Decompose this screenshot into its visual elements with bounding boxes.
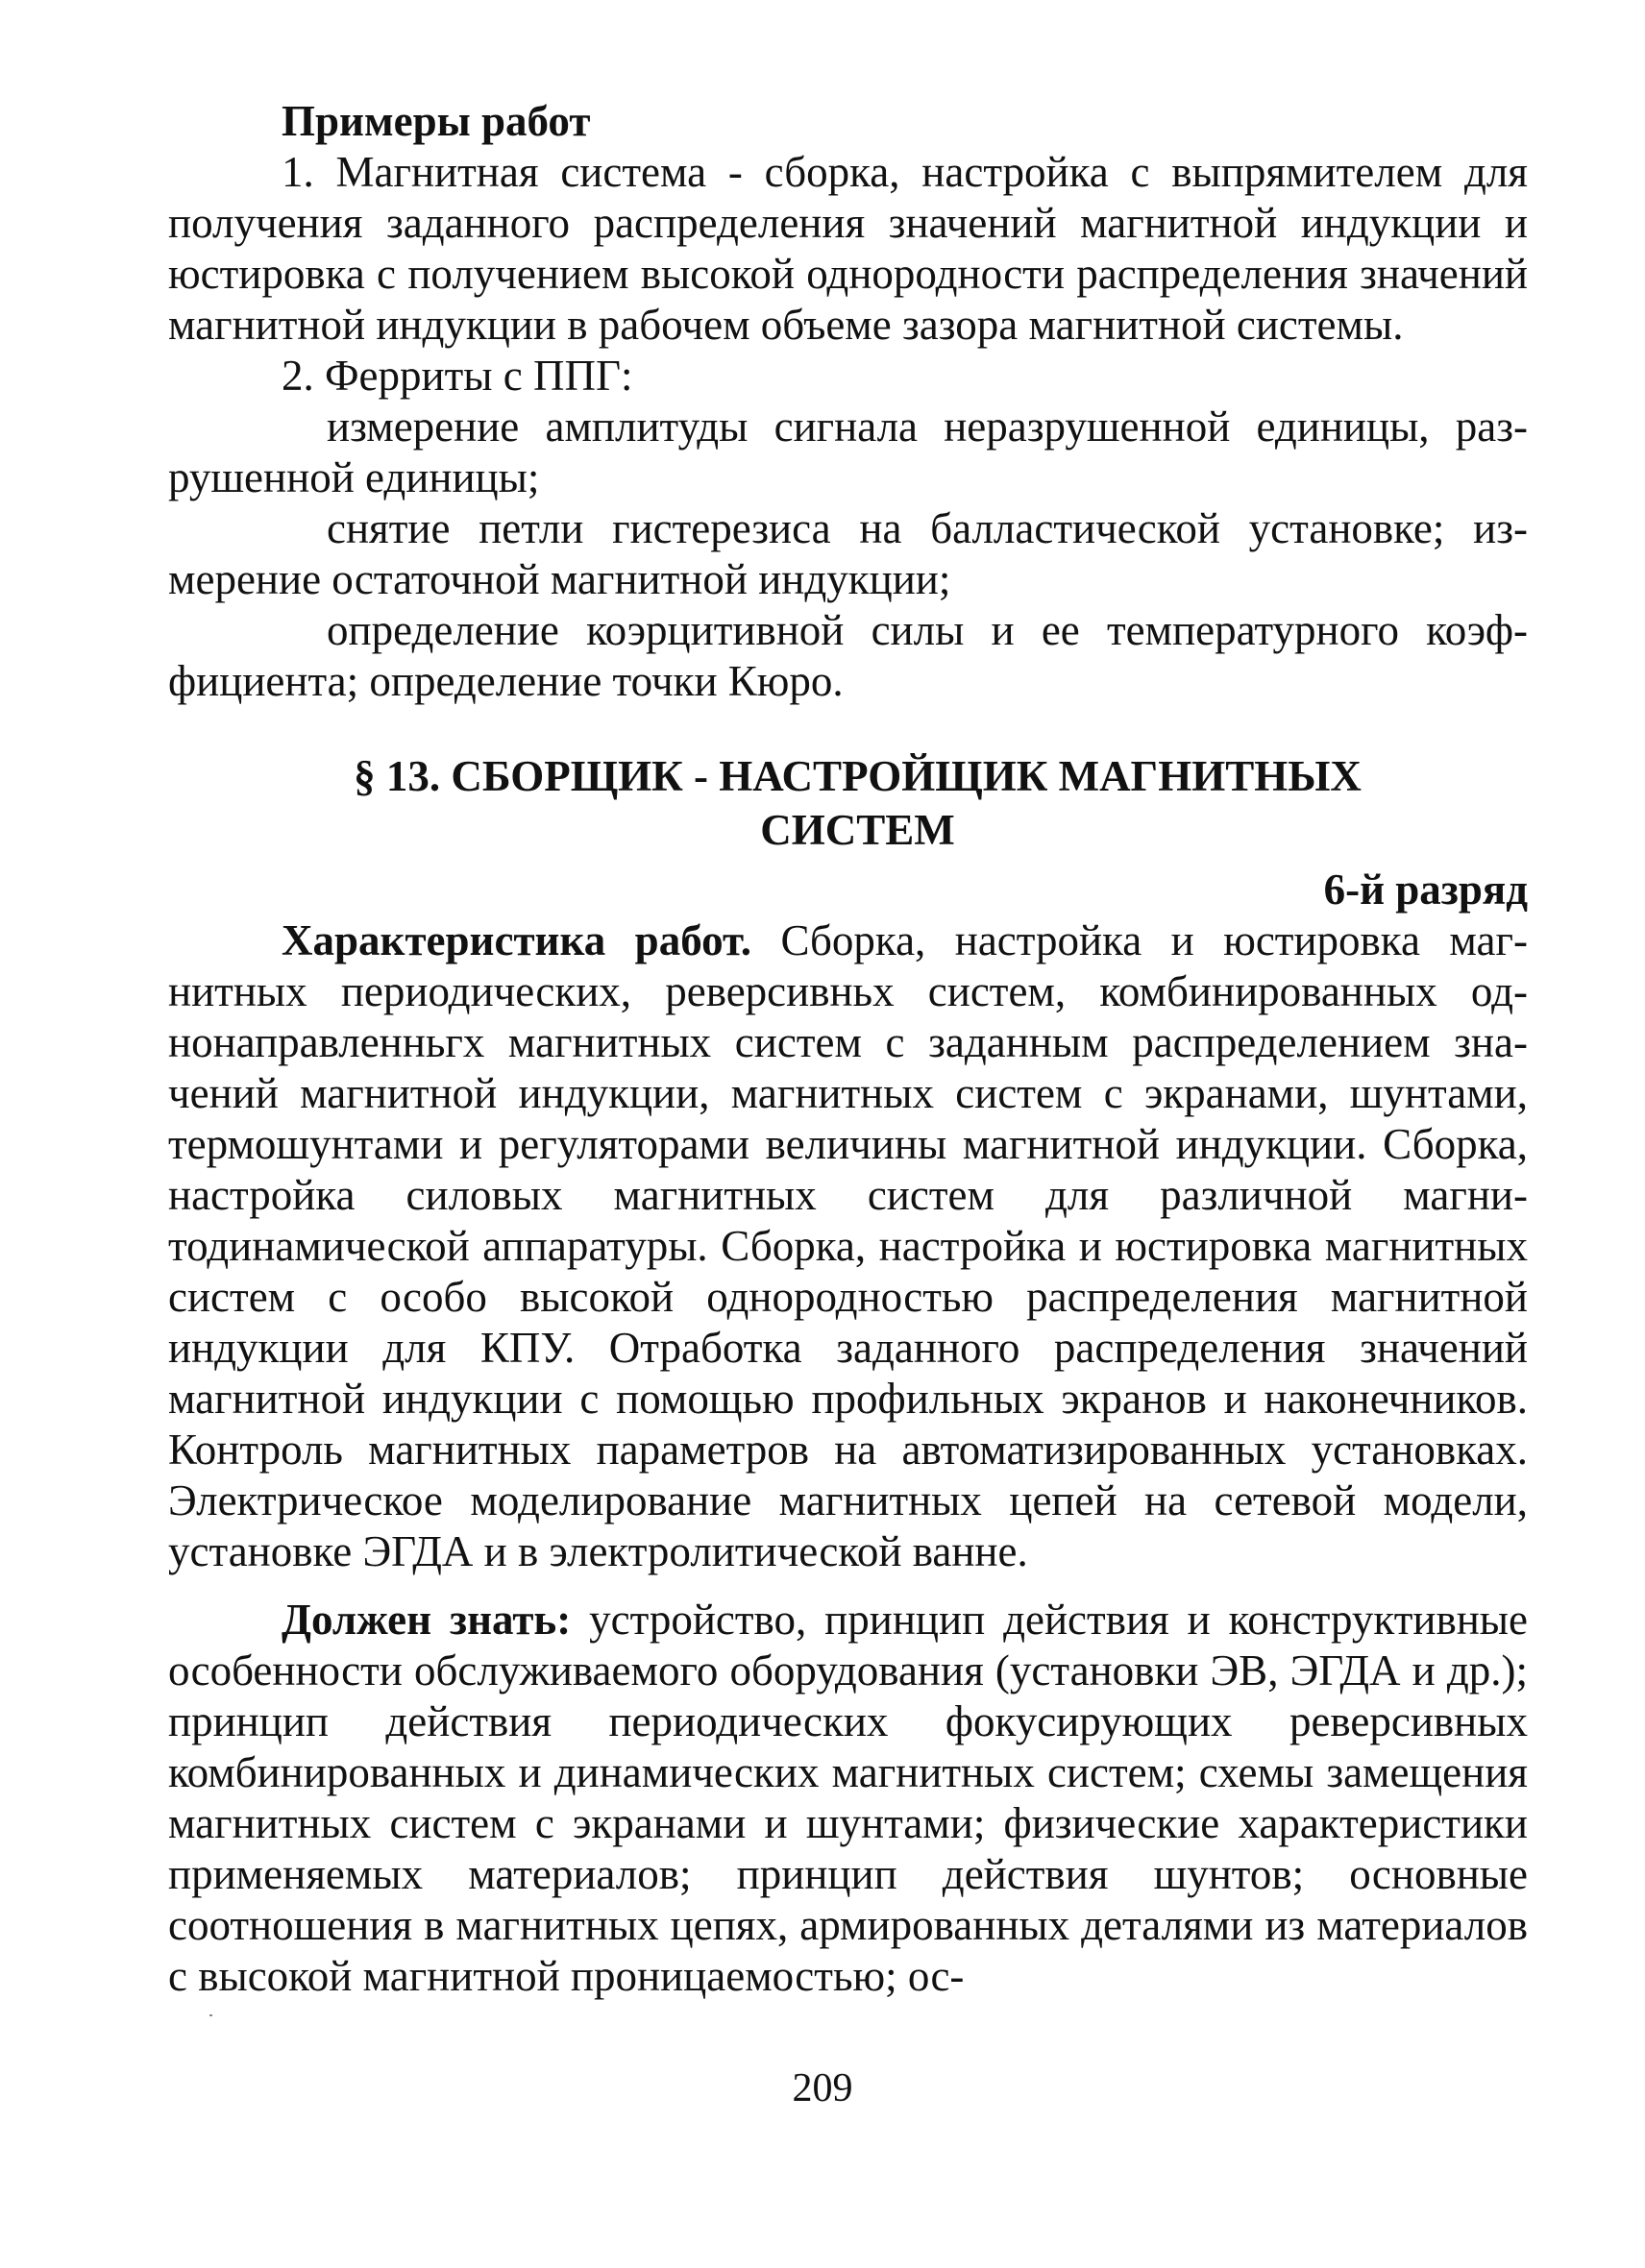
- page-number: 209: [792, 2066, 853, 2110]
- example-item-2-title: 2. Ферриты с ППГ:: [282, 352, 633, 400]
- must-know-label: Должен знать:: [282, 1596, 572, 1644]
- section-title: [168, 749, 1528, 857]
- examples-heading: Примеры работ: [282, 97, 591, 145]
- example-item-2-line: снятие петли гистерезиса на балластической установке; измерение остаточной магнитной индукции;: [168, 504, 1528, 603]
- section-title-line: § 13. СБОРЩИК - НАСТРОЙЩИК МАГНИТНЫХ: [354, 752, 1362, 800]
- scan-speck: [209, 2014, 212, 2016]
- grade-label: 6-й разряд: [1323, 866, 1528, 914]
- section-title-line: СИСТЕМ: [760, 806, 955, 854]
- characteristics-text: Сборка, настройка и юстировка магнитных периодических, реверсивньх систем, комбинированных однонаправленньгх магнитных систем с заданным распределением значений магнитной индукции, магнитных систем с экранами, шунтами, термошунтами и регуляторами величины магнитной индукции. Сборка, настройка силовых магнитных систем для различной магнитодинамической аппаратуры. Сборка, настройка и юстировка магнитных систем с особо высокой однородностью распределения магнитной индукции для КПУ. Отработка заданного распределения значений магнитной индукции с помощью профильных экранов и наконечников. Контроль магнитных параметров на автоматизированных установках. Электрическое моделирование магнитных цепей на сетевой модели, установке ЭГДА и в электролитической ванне.: [168, 916, 1528, 1575]
- example-item-2-line: определение коэрцитивной силы и ее температурного коэффициента; определение точки Кюро.: [168, 606, 1528, 705]
- paragraph-spacer: [168, 1577, 1528, 1595]
- characteristics-label: Характеристика работ.: [282, 916, 751, 964]
- example-item-1: 1. Магнитная система - сборка, настройка с выпрямителем для получения заданного распределения значений магнитной индукции и юстировка с получением высокой однородности распределения значений магнитной индукции в рабочем объеме зазора магнитной системы.: [168, 148, 1528, 349]
- example-item-2-line: измерение амплитуды сигнала неразрушенной единицы, разрушенной единицы;: [168, 402, 1528, 501]
- must-know-text: устройство, принцип действия и конструктивные особенности обслуживаемого оборудования (установки ЭВ, ЭГДА и др.); принцип действия периодических фокусирующих реверсивных комбинированных и динамических магнитных систем; схемы замещения магнитных систем с экранами и шунтами; физические характеристики применяемых материалов; принцип действия шунтов; основные соотношения в магнитных цепях, армированных деталями из материалов с высокой магнитной проницаемостью; ос-: [168, 1596, 1528, 2000]
- characteristics-paragraph: [168, 915, 1528, 1577]
- must-know-paragraph: [168, 1595, 1528, 2002]
- page-content: [168, 96, 1528, 2002]
